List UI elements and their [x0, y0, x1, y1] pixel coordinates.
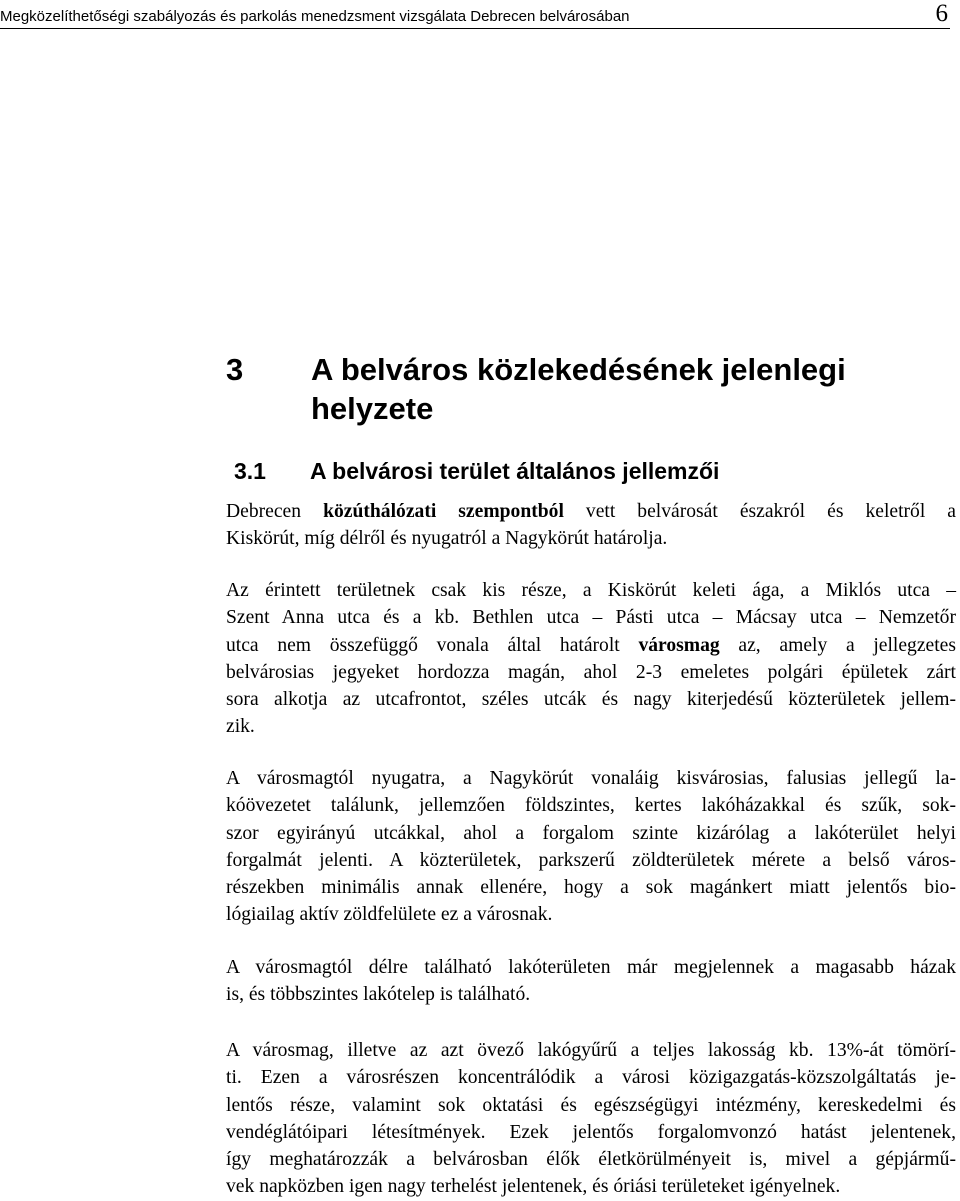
- paragraph-line: Szent Anna utca és a kb. Bethlen utca – Pásti utca – Mácsay utca – Nemzetőr: [226, 607, 956, 629]
- bold-term: közúthálózati szempontból: [323, 501, 564, 522]
- running-header: [0, 0, 950, 29]
- paragraph-line: belvárosias jegyeket hordozza magán, ahol 2-3 emeletes polgári épületek zárt: [226, 661, 956, 683]
- paragraph-line: A városmagtól nyugatra, a Nagykörút vonaláig kisvárosias, falusias jellegű la-: [226, 768, 956, 789]
- paragraph-line: vendéglátóipari létesítmények. Ezek jelentős forgalomvonzó hatást jelentenek,: [226, 1121, 956, 1143]
- paragraph-line: lógiailag aktív zöldfelülete ez a városnak.: [226, 904, 553, 926]
- page-number: 6: [935, 0, 948, 27]
- paragraph-line: szor egyirányú utcákkal, ahol a forgalom szinte kizárólag a lakóterület helyi: [226, 822, 956, 844]
- paragraph-line: kóövezetet találunk, jellemzően földszintes, kertes lakóházakkal és szűk, sok-: [226, 795, 956, 817]
- section-heading: [234, 456, 719, 486]
- text-run: az, amely a jellegzetes: [719, 634, 956, 656]
- section-title: A belvárosi terület általános jellemzői: [310, 458, 720, 484]
- bold-term: városmag: [638, 634, 720, 656]
- paragraph-line: is, és többszintes lakótelep is található.: [226, 984, 531, 1006]
- paragraph-line: részekben minimális annak ellenére, hogy a sok magánkert miatt jelentős bio-: [226, 877, 956, 899]
- paragraph-1: [226, 498, 956, 553]
- paragraph-line: vek napközben igen nagy terhelést jelentenek, és óriási területeket igényelnek.: [226, 1176, 841, 1198]
- section-number: 3.1: [234, 458, 266, 484]
- paragraph-5: [226, 1037, 956, 1201]
- paragraph-2: [226, 577, 956, 741]
- paragraph-line: így meghatározzák a belvárosban élők életkörülményeit is, mivel a gépjármű-: [226, 1149, 956, 1171]
- chapter-title: A belváros közlekedésének jelenlegi helyzete: [311, 352, 846, 426]
- paragraph-line: [226, 632, 956, 659]
- text-run: Debrecen: [226, 501, 324, 522]
- paragraph-line: zik.: [226, 716, 255, 738]
- header-title: Megközelíthetőségi szabályozás és parkolás menedzsment vizsgálata Debrecen belvárosában: [0, 8, 630, 25]
- paragraph-4: [226, 954, 956, 1009]
- chapter-number: 3: [226, 352, 244, 387]
- paragraph-3: [226, 765, 956, 929]
- paragraph-line: ti. Ezen a városrészen koncentrálódik a városi közigazgatás-közszolgáltatás je-: [226, 1067, 956, 1089]
- paragraph-line: lentős része, valamint sok oktatási és egészségügyi intézmény, kereskedelmi és: [226, 1094, 956, 1116]
- paragraph-line: sora alkotja az utcafrontot, széles utcák és nagy kiterjedésű közterületek jellem-: [226, 689, 956, 711]
- paragraph-line: forgalmát jelenti. A közterületek, parkszerű zöldterületek mérete a belső város-: [226, 849, 956, 871]
- paragraph-line: A városmagtól délre található lakóterületen már megjelennek a magasabb házak: [226, 957, 956, 978]
- paragraph-line: A városmag, illetve az azt övező lakógyűrű a teljes lakosság kb. 13%-át tömörí-: [226, 1040, 956, 1061]
- paragraph-line: Az érintett területnek csak kis része, a Kiskörút keleti ága, a Miklós utca –: [226, 580, 956, 601]
- paragraph-line: [226, 498, 956, 525]
- text-run: vett belvárosát északról és keletről a: [563, 501, 957, 522]
- paragraph-line: Kiskörút, míg délről és nyugatról a Nagykörút határolja.: [226, 528, 668, 550]
- text-run: utca nem összefüggő vonala által határolt: [226, 634, 639, 656]
